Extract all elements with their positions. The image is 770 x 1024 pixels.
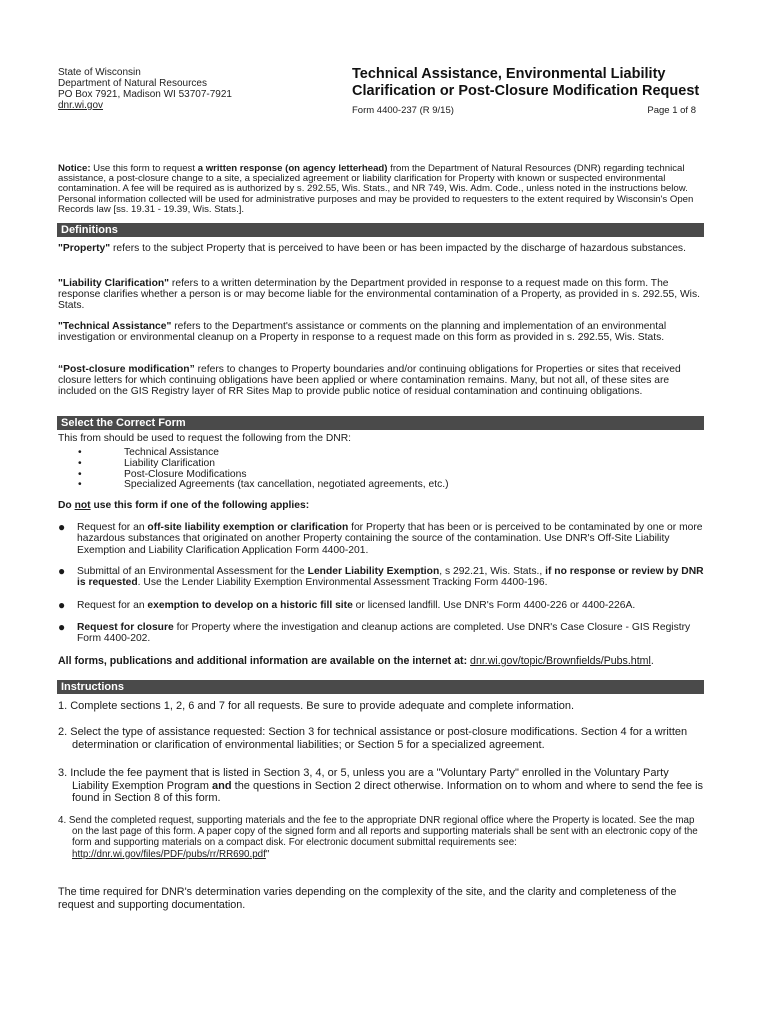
bullet-icon: ● [58,564,66,578]
notice-bold: a written response (on agency letterhead) [197,163,388,174]
bullet-icon: ● [58,520,66,534]
bullet-text: . Use the Lender Liability Exemption Environmental Assessment Tracking Form 4400-196. [137,577,548,589]
bullet-bold: Request for closure [77,622,174,633]
definition-term: “Post-closure modification” [58,364,195,375]
list-item: • Post-Closure Modifications [62,470,449,481]
bullet-text: for Property that has been or is perceived to be contaminated by one or more hazardous substances that originated on another Property containing the source of the contamination. Use DNR's Off-Site Liability Exemption and Liability Clarification Application Form 4400-201. [77,522,703,556]
do-not-underlined: not [74,500,91,511]
do-not-pre: Do [58,500,75,511]
exclusion-bullet-offsite [58,522,706,556]
bullet-bold: if no response or review by DNR is requested [77,566,704,589]
definition-text: refers to a written determination by the Department provided in response to a request made on this form. The response clarifies whether a person is or may become liable for the environmental contamination of a Property, as provided in s. 292.55, Wis. Stats. [58,278,700,312]
all-forms-bold: All forms, publications and additional information are available on the internet at: [58,655,468,667]
page-number: Page 1 of 8 [647,105,696,116]
brownfields-pubs-link[interactable]: dnr.wi.gov/topic/Brownfields/Pubs.html [470,655,651,667]
definition-term: "Property" [58,243,111,254]
bullet-text: or licensed landfill. Use DNR's Form 4400-226 or 4400-226A. [352,600,636,611]
bullet-bold: exemption to develop on a historic fill site [147,600,353,611]
section-header-definitions: Definitions [57,223,704,237]
section-header-select-form: Select the Correct Form [57,416,704,430]
form-title-line2: Clarification or Post-Closure Modification Request [352,83,700,99]
definition-term: "Technical Assistance" [58,321,172,332]
bullet-icon: ● [58,598,66,612]
instruction-text: " [265,848,270,860]
form-title-line1: Technical Assistance, Environmental Liability [352,66,666,82]
bullet-text: Request for an [77,600,148,611]
definition-liability-clarification [58,278,706,312]
form-number: Form 4400-237 (R 9/15) [352,105,454,116]
agency-department: Department of Natural Resources [58,78,207,89]
section-header-instructions: Instructions [57,680,704,694]
notice-text-2: from the Department of Natural Resources (DNR) regarding technical assistance, a post-closure change to a site, a specialized agreement or liability clarification for Property with known or suspected environmental contamination. A fee will be required as is authorized by s. 292.55, Wis. Stats., and NR 749, Wis. Adm. Code., unless noted in the instructions below. Personal information collected will be used for administrative purposes and may be provided to requesters to the extent required by Wisconsin's Open Records law [ss. 19.31 - 19.39, Wis. Stats.]. [58,163,694,215]
all-forms-end: . [650,655,654,667]
definition-text: refers to the Department's assistance or comments on the planning and implementation of an environmental investigation or environmental cleanup on a Property in response to a request made on this form as provided in s. 292.55, Wis. Stats. [58,321,667,344]
form-title-block [352,66,712,117]
select-form-intro: This from should be used to request the following from the DNR: [58,433,352,444]
bullet-bold: Lender Liability Exemption [307,566,440,577]
list-item: • Technical Assistance [62,448,449,459]
instruction-text: 3. Include the fee payment that is listed in Section 3, 4, or 5, unless you are a "Voluntary Party" enrolled in the Voluntary Party Liability Exemption Program [58,767,669,792]
definition-technical-assistance [58,321,706,343]
instruction-text: 2. Select the type of assistance requested: Section 3 for technical assistance or post-closure modifications. Section 4 for a written determination or clarification of environmental liabilities; or Section 5 for a specialized agreement. [58,726,688,751]
notice-text-1: Use this form to request [90,163,198,174]
agency-state: State of Wisconsin [58,67,141,78]
definition-text: refers to the subject Property that is perceived to have been or has been impacted by the discharge of hazardous substances. [110,243,686,254]
instruction-text: 4. Send the completed request, supporting materials and the fee to the appropriate DNR regional office where the Property is located. See the map on the last page of this form. A paper copy of the signed form and all reports and supporting materials shall be sent with an electronic copy of the form and supporting materials on a compact disk. For electronic document submittal requirements see: [58,815,698,849]
instruction-text: the questions in Section 2 direct otherwise. Information on to whom and where to send the fee is found in Section 8 of this form. [72,779,704,805]
notice-label: Notice: [58,163,91,174]
definition-text: refers to changes to Property boundaries and/or continuing obligations for Properties or sites that received closure letters for which continuing obligations have been applied or where contamination remains. Many, but not all, of these sites are included on the GIS Registry layer of RR Sites Map to provide public notice of residual contamination and continuing obligations. [58,364,681,398]
instruction-3 [58,767,706,805]
closing-paragraph: The time required for DNR's determination varies depending on the complexity of the site, and the clarity and completeness of the request and supporting documentation. [58,886,677,911]
agency-address-block [58,67,232,111]
bullet-text: Submittal of an Environmental Assessment for the [77,566,308,577]
bullet-bold: off-site liability exemption or clarification [147,522,349,533]
definition-term: "Liability Clarification" [58,278,170,289]
list-item: • Specialized Agreements (tax cancellation, negotiated agreements, etc.) [62,480,449,491]
exclusion-bullet-closure [58,622,706,645]
instruction-2 [58,726,706,751]
definition-post-closure-modification [58,364,706,398]
bullet-text: , s 292.21, Wis. Stats., [439,566,546,577]
instruction-bold: and [212,779,232,792]
definition-property [58,243,706,254]
do-not-use-heading [58,500,706,511]
rr690-link[interactable]: http://dnr.wi.gov/files/PDF/pubs/rr/RR690.pdf [72,848,266,860]
instruction-4 [58,815,706,860]
bullet-text: for Property where the investigation and cleanup actions are completed. Use DNR's Case Closure - GIS Registry Form 4400-202. [77,622,691,645]
agency-po-box: PO Box 7921, Madison WI 53707-7921 [58,89,232,100]
notice-paragraph [58,164,706,215]
bullet-text: Request for an [77,522,148,533]
do-not-post: use this form if one of the following applies: [90,500,310,511]
exclusion-bullet-historic-fill [58,600,706,611]
agency-website-link[interactable]: dnr.wi.gov [58,100,104,111]
form-number-line [352,105,712,117]
all-forms-line [58,656,706,667]
instruction-1 [58,700,706,713]
instruction-text: 1. Complete sections 1, 2, 6 and 7 for all requests. Be sure to provide adequate and complete information. [58,700,575,712]
bullet-icon: ● [58,620,66,634]
exclusion-bullet-lender [58,566,706,589]
form-uses-list [62,448,449,491]
list-item: • Liability Clarification [62,459,449,470]
